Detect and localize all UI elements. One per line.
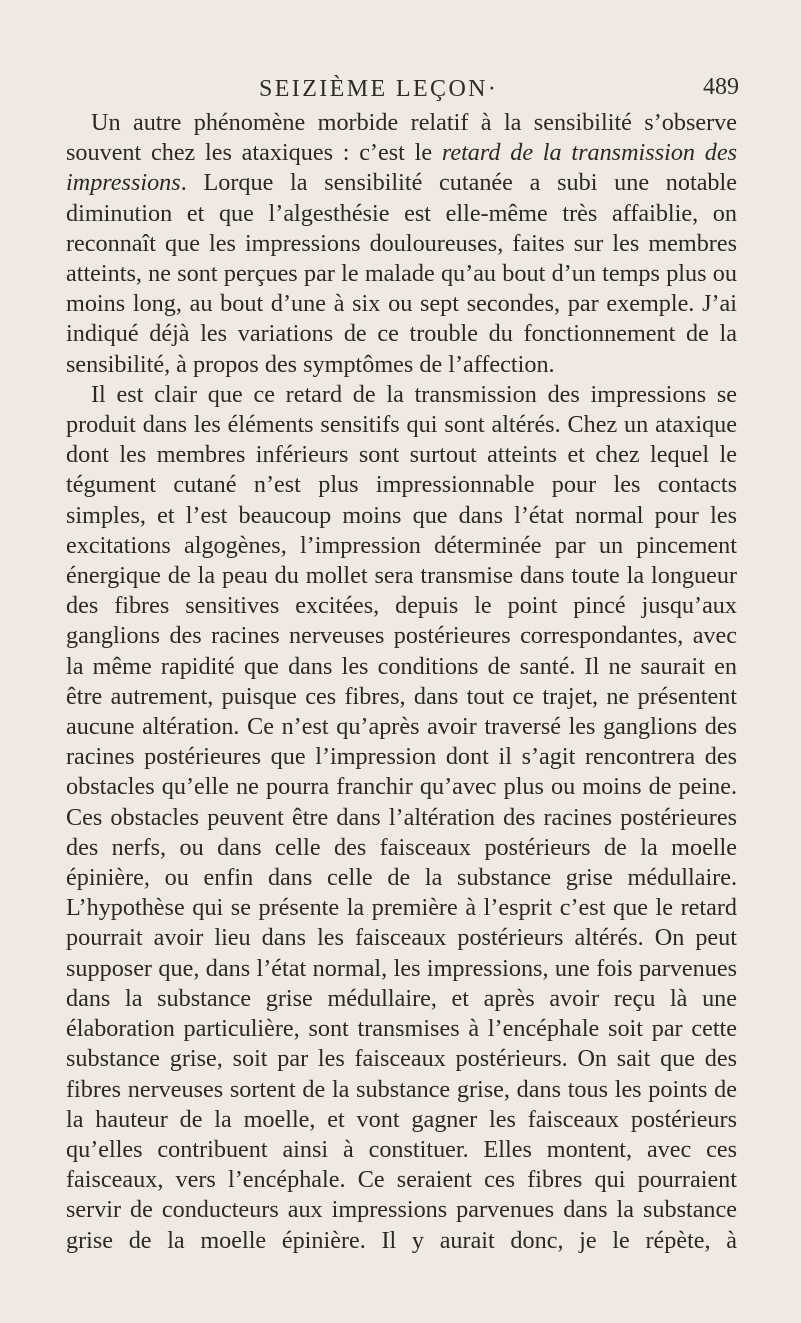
paragraph-1-text-before: Un autre phénomène morbide relatif à la sensibilité s’observe souvent chez les ataxiques : c’est le bbox=[66, 109, 737, 167]
running-title: SEIZIÈME LEÇON· bbox=[259, 76, 499, 102]
page-header bbox=[0, 74, 801, 108]
page-number: 489 bbox=[703, 74, 739, 100]
paragraph-2: Il est clair que ce retard de la transmission des impressions se produit dans les éléments sensitifs qui sont altérés. Chez un ataxique dont les membres inférieurs sont surtout atteints et chez lequel le tégument cutané n’est plus impressionnable pour les contacts simples, et l’est beaucoup moins que dans l’état normal pour les excitations algogènes, l’impression déterminée par un pincement énergique de la peau du mollet sera transmise dans toute la longueur des fibres sensitives excitées, depuis le point pincé jusqu’aux ganglions des racines nerveuses postérieures correspondantes, avec la même rapidité que dans les conditions de santé. Il ne saurait en être autrement, puisque ces fibres, dans tout ce trajet, ne présentent aucune altération. Ce n’est qu’après avoir traversé les ganglions des racines postérieures que l’impression dont il s’agit rencontrera des obstacles qu’elle ne pourra franchir qu’avec plus ou moins de peine. Ces obstacles peuvent être dans l’altération des racines postérieures des nerfs, ou dans celle des faisceaux postérieurs de la moelle épinière, ou enfin dans celle de la substance grise médullaire. L’hypothèse qui se présente la première à l’esprit c’est que le retard pourrait avoir lieu dans les faisceaux postérieurs altérés. On peut supposer que, dans l’état normal, les impressions, une fois parvenues dans la substance grise médullaire, et après avoir reçu là une élaboration particulière, sont transmises à l’encéphale soit par cette substance grise, soit par les faisceaux postérieurs. On sait que des fibres nerveuses sortent de la substance grise, dans tous les points de la hauteur de la moelle, et vont gagner les faisceaux postérieurs qu’elles contribuent ainsi à constituer. Elles montent, avec ces faisceaux, vers l’encéphale. Ce seraient ces fibres qui pourraient servir de conducteurs aux impressions parvenues dans la substance grise de la moelle épinière. Il y aurait donc, je le répète, à bbox=[66, 380, 737, 1254]
paragraph-1-emphasis: retard de la transmission des impressions bbox=[66, 139, 738, 197]
paragraph-1 bbox=[66, 108, 737, 380]
paragraph-1-text-after: . Lorque la sensibilité cutanée a subi une notable diminution et que l’algesthésie est elle-même très affaiblie, on reconnaît que les impressions douloureuses, faites sur les membres atteints, ne sont perçues par le malade qu’au bout d’un temps plus ou moins long, au bout d’une à six ou sept secondes, par exemple. J’ai indiqué déjà les variations de ce trouble du fonctionnement de la sensibilité, à propos des symptômes de l’affection. bbox=[66, 169, 737, 378]
body-text bbox=[66, 108, 737, 1256]
